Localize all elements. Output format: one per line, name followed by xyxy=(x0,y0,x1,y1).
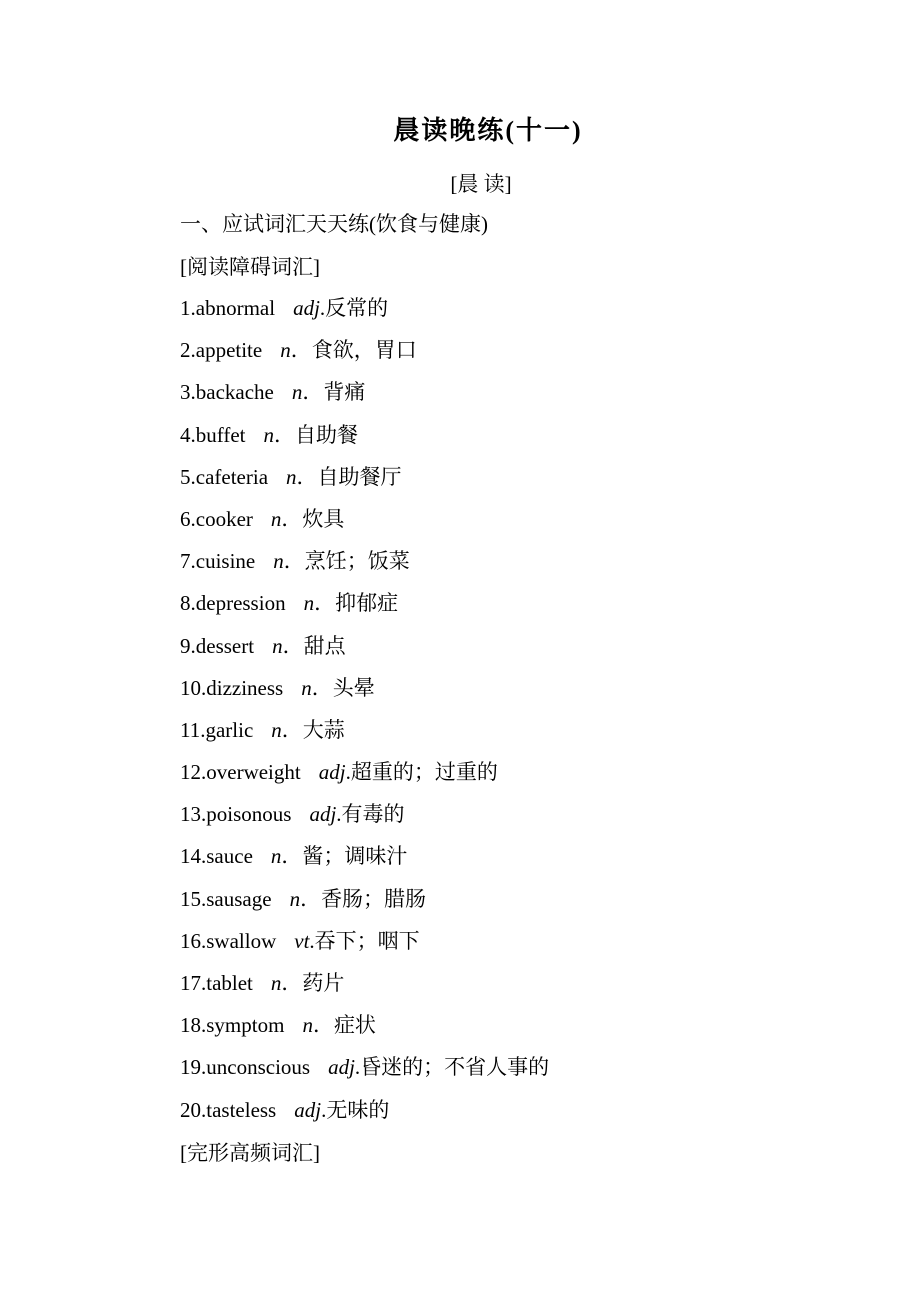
vocab-list xyxy=(180,294,549,1138)
vocab-separator: ． xyxy=(274,422,296,447)
vocab-separator: ． xyxy=(312,1013,334,1038)
vocab-part-of-speech: n xyxy=(286,464,297,489)
vocab-separator: ． xyxy=(281,717,303,742)
vocab-item xyxy=(180,1011,549,1053)
vocab-part-of-speech: n xyxy=(270,506,282,531)
vocab-word: 12.overweight xyxy=(180,760,301,785)
vocab-part-of-speech: n xyxy=(280,338,291,363)
vocab-item xyxy=(180,378,549,420)
vocab-separator: ． xyxy=(302,380,324,405)
vocab-meaning: 反常的 xyxy=(325,296,389,320)
vocab-part-of-speech: adj xyxy=(318,760,346,785)
vocab-separator: . xyxy=(319,296,326,320)
vocab-part-of-speech: n xyxy=(263,422,275,447)
section-subtitle: [晨 读] xyxy=(450,172,512,196)
vocab-word: 15.sausage xyxy=(180,886,272,911)
vocab-meaning: 甜点 xyxy=(303,633,346,658)
vocab-meaning: 自助餐厅 xyxy=(317,464,402,489)
vocab-item xyxy=(180,885,549,927)
vocab-part-of-speech: n xyxy=(303,591,315,616)
vocab-part-of-speech: n xyxy=(291,380,303,405)
vocab-word: 13.poisonous xyxy=(180,802,292,827)
vocab-word: 8.depression xyxy=(180,591,286,616)
vocab-separator: ． xyxy=(283,549,305,574)
vocab-item xyxy=(180,1096,549,1138)
vocab-separator: . xyxy=(354,1055,361,1080)
vocab-item xyxy=(180,969,549,1011)
vocab-part-of-speech: adj xyxy=(294,1097,322,1122)
vocab-item xyxy=(180,842,549,884)
vocab-part-of-speech: n xyxy=(272,633,283,658)
vocab-meaning: 抑郁症 xyxy=(335,591,399,616)
section-heading: 一、应试词汇天天练(饮食与健康) xyxy=(180,212,488,236)
vocab-item xyxy=(180,336,549,378)
vocab-item xyxy=(180,927,549,969)
vocab-item xyxy=(180,716,549,758)
vocab-separator: . xyxy=(309,928,315,953)
vocab-meaning: 药片 xyxy=(302,971,345,995)
vocab-separator: ． xyxy=(300,886,322,911)
vocab-part-of-speech: n xyxy=(289,886,301,911)
vocab-part-of-speech: n xyxy=(273,549,284,574)
vocab-item xyxy=(180,421,549,463)
vocab-separator: ． xyxy=(281,971,303,995)
vocab-part-of-speech: n xyxy=(302,1013,313,1038)
vocab-part-of-speech: vt xyxy=(294,928,310,953)
vocab-word: 10.dizziness xyxy=(180,675,284,700)
vocab-part-of-speech: adj xyxy=(309,802,337,827)
vocab-meaning: 烹饪；饭菜 xyxy=(304,549,410,574)
vocab-item xyxy=(180,674,549,716)
vocab-meaning: 昏迷的；不省人事的 xyxy=(360,1055,550,1080)
vocab-item xyxy=(180,589,549,631)
vocab-meaning: 自助餐 xyxy=(295,422,359,447)
vocab-meaning: 超重的；过重的 xyxy=(350,760,498,785)
vocab-meaning: 大蒜 xyxy=(302,717,345,742)
vocab-item xyxy=(180,800,549,842)
vocab-separator: ． xyxy=(282,633,304,658)
vocab-meaning: 食欲，胃口 xyxy=(311,338,417,363)
vocab-word: 20.tasteless xyxy=(180,1097,277,1122)
vocab-meaning: 症状 xyxy=(333,1013,376,1038)
reading-vocab-label: [阅读障碍词汇] xyxy=(180,255,320,279)
vocab-item xyxy=(180,505,549,547)
vocab-word: 3.backache xyxy=(180,380,274,405)
vocab-word: 4.buffet xyxy=(180,422,246,447)
vocab-word: 2.appetite xyxy=(180,338,263,363)
vocab-separator: ． xyxy=(281,506,303,531)
vocab-word: 17.tablet xyxy=(180,971,253,995)
vocab-meaning: 酱；调味汁 xyxy=(302,844,408,869)
vocab-word: 19.unconscious xyxy=(180,1055,311,1080)
vocab-word: 7.cuisine xyxy=(180,549,256,574)
vocab-item xyxy=(180,547,549,589)
vocab-item xyxy=(180,758,549,800)
vocab-word: 11.garlic xyxy=(180,717,254,742)
vocab-item xyxy=(180,1053,549,1095)
vocab-part-of-speech: n xyxy=(270,844,282,869)
vocab-separator: ． xyxy=(281,844,303,869)
vocab-separator: ． xyxy=(311,675,333,700)
vocab-meaning: 吞下；咽下 xyxy=(314,928,420,953)
cloze-vocab-label: [完形高频词汇] xyxy=(180,1141,320,1165)
vocab-separator: ． xyxy=(296,464,318,489)
vocab-word: 5.cafeteria xyxy=(180,464,269,489)
vocab-word: 9.dessert xyxy=(180,633,255,658)
vocab-part-of-speech: n xyxy=(270,971,282,995)
vocab-meaning: 背痛 xyxy=(323,380,366,405)
vocab-separator: ． xyxy=(290,338,312,363)
vocab-word: 16.swallow xyxy=(180,928,277,953)
vocab-word: 18.symptom xyxy=(180,1013,285,1038)
vocab-word: 6.cooker xyxy=(180,506,253,531)
vocab-meaning: 无味的 xyxy=(326,1097,390,1122)
vocab-part-of-speech: n xyxy=(301,675,312,700)
vocab-part-of-speech: n xyxy=(271,717,282,742)
vocab-meaning: 头晕 xyxy=(332,675,375,700)
vocab-separator: . xyxy=(321,1097,327,1122)
vocab-item xyxy=(180,463,549,505)
vocab-separator: . xyxy=(336,802,342,827)
vocab-part-of-speech: adj xyxy=(293,296,320,320)
vocab-part-of-speech: adj xyxy=(328,1055,355,1080)
vocab-word: 14.sauce xyxy=(180,844,253,869)
vocab-item xyxy=(180,294,549,336)
vocab-meaning: 炊具 xyxy=(302,506,345,531)
vocab-meaning: 有毒的 xyxy=(341,802,405,827)
page-title: 晨读晚练(十一) xyxy=(393,116,583,145)
vocab-item xyxy=(180,632,549,674)
vocab-separator: . xyxy=(345,760,351,785)
vocab-word: 1.abnormal xyxy=(180,296,276,320)
vocab-meaning: 香肠；腊肠 xyxy=(321,886,427,911)
vocab-separator: ． xyxy=(314,591,336,616)
